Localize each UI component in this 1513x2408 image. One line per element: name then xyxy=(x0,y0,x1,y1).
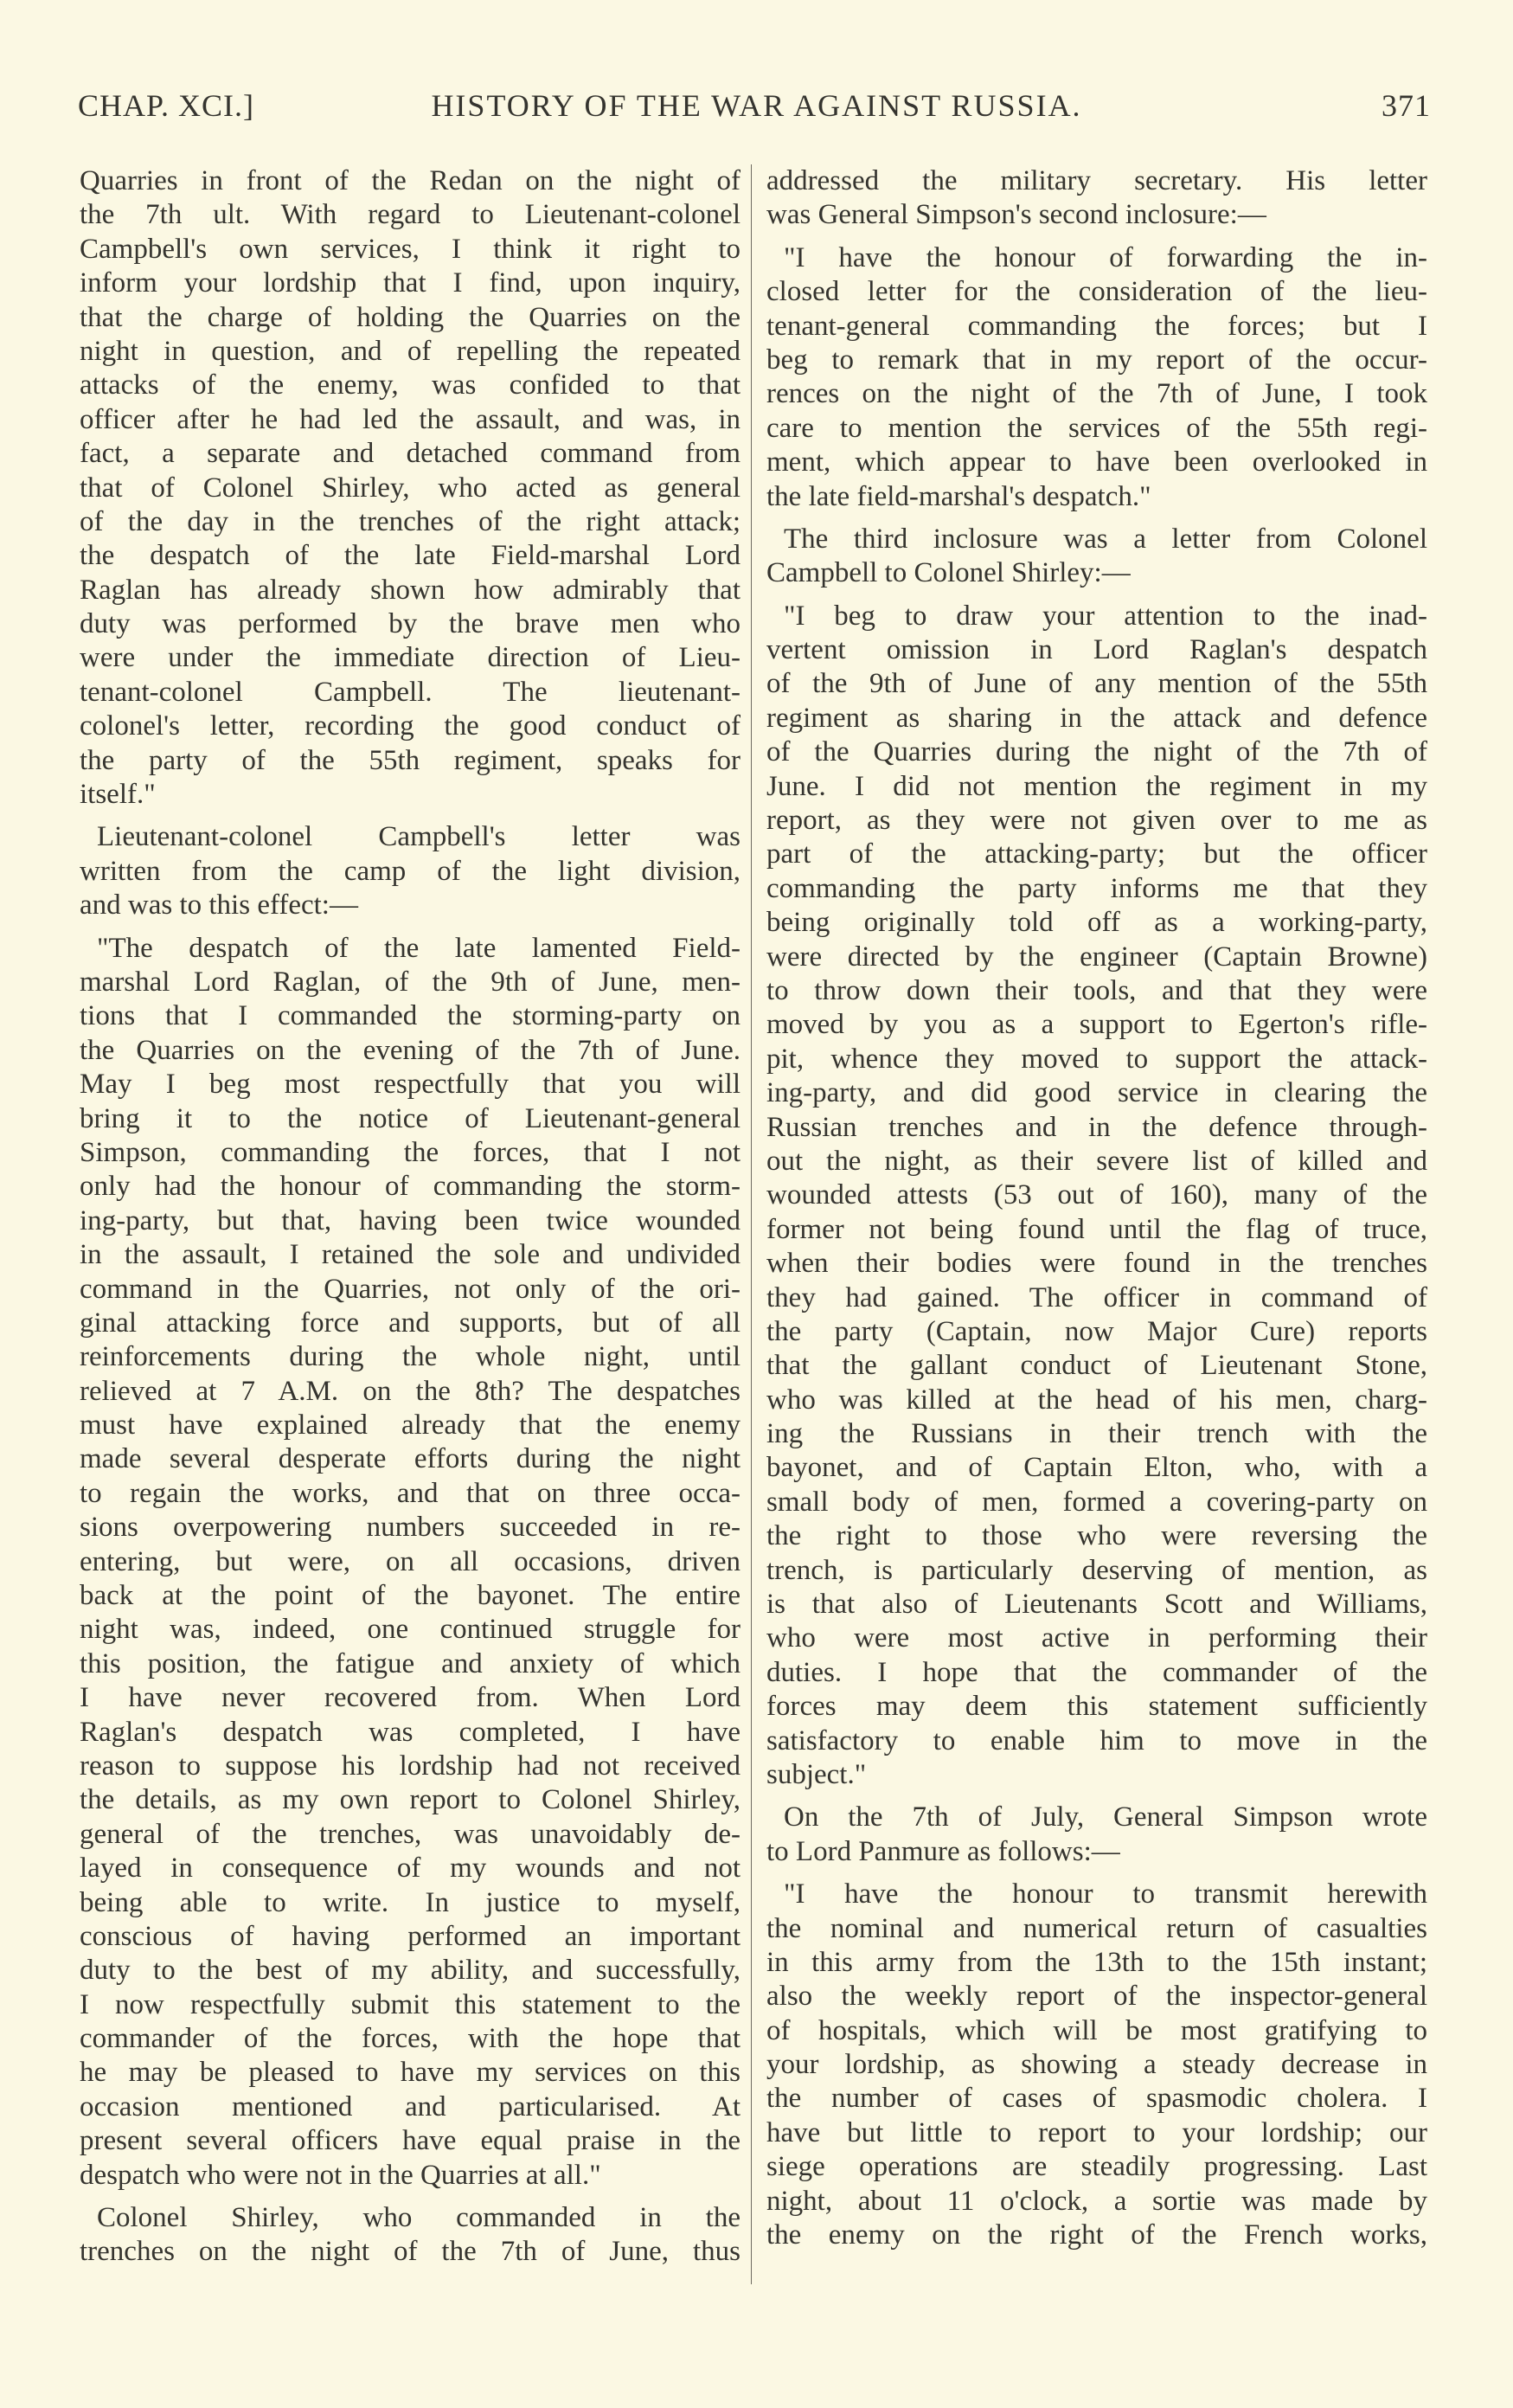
text-line: to Lord Panmure as follows:— xyxy=(766,1835,1120,1867)
text-line: the Quarries on the evening of the 7th of June. xyxy=(80,1034,740,1066)
text-line: the enemy on the right of the French works, xyxy=(766,2219,1427,2251)
text-line: back at the point of the bayonet. The entire xyxy=(80,1580,740,1612)
text-line: being able to write. In justice to myself, xyxy=(80,1886,740,1918)
text-line: were directed by the engineer (Captain Browne) xyxy=(766,941,1427,973)
paragraph xyxy=(80,932,740,2193)
text-line: "I have the honour to transmit herewith xyxy=(784,1878,1427,1910)
text-line: "The despatch of the late lamented Field- xyxy=(97,932,740,964)
text-line: commanding the party informs me that they xyxy=(766,872,1427,904)
text-line: reinforcements during the whole night, until xyxy=(80,1341,740,1373)
text-line: moved by you as a support to Egerton's rifle- xyxy=(766,1009,1427,1041)
text-line: Campbell's own services, I think it right to xyxy=(80,233,740,265)
text-line: night, about 11 o'clock, a sortie was made by xyxy=(766,2185,1427,2217)
text-line: also the weekly report of the inspector-general xyxy=(766,1981,1427,2013)
left-column xyxy=(80,164,740,2278)
text-line: entering, but were, on all occasions, driven xyxy=(80,1545,740,1577)
text-line: command in the Quarries, not only of the ori- xyxy=(80,1273,740,1305)
text-line: your lordship, as showing a steady decrease in xyxy=(766,2049,1427,2081)
text-line: "I have the honour of forwarding the in- xyxy=(784,241,1427,273)
text-line: Colonel Shirley, who commanded in the xyxy=(97,2202,740,2234)
text-line: Russian trenches and in the defence through- xyxy=(766,1111,1427,1143)
text-line: itself." xyxy=(80,779,156,811)
text-line: Raglan has already shown how admirably that xyxy=(80,574,740,606)
text-line: former not being found until the flag of truce, xyxy=(766,1213,1427,1245)
paragraph xyxy=(80,820,740,922)
text-line: ing-party, and did good service in clearing the xyxy=(766,1077,1427,1109)
paragraph xyxy=(766,1801,1427,1869)
text-line: bring it to the notice of Lieutenant-general xyxy=(80,1102,740,1134)
text-line: ment, which appear to have been overlooked in xyxy=(766,446,1427,478)
paragraph xyxy=(80,164,740,812)
text-line: written from the camp of the light division, xyxy=(80,855,740,887)
text-line: of the 9th of June of any mention of the 55th xyxy=(766,668,1427,700)
text-line: addressed the military secretary. His letter xyxy=(766,165,1427,196)
text-line: Simpson, commanding the forces, that I not xyxy=(80,1136,740,1168)
text-line: trench, is particularly deserving of mention, as xyxy=(766,1554,1427,1586)
text-line: duties. I hope that the commander of the xyxy=(766,1656,1427,1688)
column-divider xyxy=(751,164,752,2284)
text-line: Campbell to Colonel Shirley:— xyxy=(766,557,1131,589)
text-line: duty was performed by the brave men who xyxy=(80,608,740,640)
paragraph xyxy=(766,600,1427,1793)
text-line: tions that I commanded the storming-party on xyxy=(80,1000,740,1032)
text-line: layed in consequence of my wounds and not xyxy=(80,1853,740,1885)
text-line: despatch who were not in the Quarries at all." xyxy=(80,2159,601,2191)
text-line: of the Quarries during the night of the 7th of xyxy=(766,736,1427,768)
text-line: siege operations are steadily progressing. Last xyxy=(766,2151,1427,2183)
text-line: the right to those who were reversing the xyxy=(766,1520,1427,1552)
text-line: have but little to report to your lordship; our xyxy=(766,2116,1427,2148)
text-line: the party of the 55th regiment, speaks for xyxy=(80,744,740,776)
text-line: made several desperate efforts during the night xyxy=(80,1443,740,1475)
text-line: was General Simpson's second inclosure:— xyxy=(766,199,1266,231)
text-line: of the day in the trenches of the right attack; xyxy=(80,505,740,537)
text-line: colonel's letter, recording the good conduct of xyxy=(80,710,740,742)
text-line: satisfactory to enable him to move in the xyxy=(766,1724,1427,1756)
text-line: the late field-marshal's despatch." xyxy=(766,480,1151,512)
text-line: night in question, and of repelling the repeated xyxy=(80,335,740,367)
text-line: only had the honour of commanding the storm- xyxy=(80,1171,740,1203)
text-line: May I beg most respectfully that you will xyxy=(80,1069,740,1101)
text-line: they had gained. The officer in command of xyxy=(766,1281,1427,1313)
paragraph xyxy=(766,523,1427,591)
text-line: that the charge of holding the Quarries on the xyxy=(80,301,740,333)
text-line: commander of the forces, with the hope that xyxy=(80,2023,740,2055)
text-line: when their bodies were found in the trenches xyxy=(766,1248,1427,1280)
text-line: officer after he had led the assault, and was, in xyxy=(80,403,740,435)
text-line: The third inclosure was a letter from Colonel xyxy=(784,523,1427,555)
text-line: I have never recovered from. When Lord xyxy=(80,1682,740,1714)
text-line: tenant-colonel Campbell. The lieutenant- xyxy=(80,676,740,708)
text-line: ing the Russians in their trench with the xyxy=(766,1418,1427,1450)
paragraph xyxy=(766,164,1427,233)
text-line: and was to this effect:— xyxy=(80,889,358,921)
paragraph xyxy=(766,1878,1427,2252)
text-line: tenant-general commanding the forces; but I xyxy=(766,310,1427,342)
text-line: bayonet, and of Captain Elton, who, with a xyxy=(766,1452,1427,1484)
text-line: fact, a separate and detached command from xyxy=(80,438,740,470)
text-line: must have explained already that the enemy xyxy=(80,1409,740,1442)
text-line: forces may deem this statement sufficiently xyxy=(766,1691,1427,1723)
text-line: report, as they were not given over to me as xyxy=(766,805,1427,837)
text-line: beg to remark that in my report of the occur- xyxy=(766,344,1427,376)
text-line: out the night, as their severe list of killed and xyxy=(766,1145,1427,1177)
text-line: present several officers have equal praise in the xyxy=(80,2125,740,2157)
text-line: that the gallant conduct of Lieutenant Stone, xyxy=(766,1350,1427,1382)
text-line: Quarries in front of the Redan on the night of xyxy=(80,165,740,196)
text-line: the 7th ult. With regard to Lieutenant-colonel xyxy=(80,199,740,231)
text-line: part of the attacking-party; but the officer xyxy=(766,838,1427,870)
text-line: the party (Captain, now Major Cure) reports xyxy=(766,1315,1427,1347)
text-line: in this army from the 13th to the 15th instant; xyxy=(766,1946,1427,1978)
text-line: regiment as sharing in the attack and defence xyxy=(766,702,1427,734)
page-number: 371 xyxy=(1382,88,1431,123)
text-line: ing-party, but that, having been twice wounded xyxy=(80,1204,740,1236)
text-line: general of the trenches, was unavoidably de- xyxy=(80,1818,740,1850)
text-line: in the assault, I retained the sole and undivided xyxy=(80,1239,740,1271)
text-line: that of Colonel Shirley, who acted as general xyxy=(80,472,740,504)
text-line: to regain the works, and that on three occa- xyxy=(80,1477,740,1509)
text-line: "I beg to draw your attention to the inad- xyxy=(784,600,1427,632)
text-line: were under the immediate direction of Lieu- xyxy=(80,642,740,674)
text-line: night was, indeed, one continued struggle for xyxy=(80,1614,740,1646)
text-line: rences on the night of the 7th of June, I took xyxy=(766,378,1427,410)
text-line: who was killed at the head of his men, charg- xyxy=(766,1384,1427,1416)
text-line: On the 7th of July, General Simpson wrote xyxy=(784,1801,1427,1833)
text-line: conscious of having performed an important xyxy=(80,1920,740,1952)
text-line: he may be pleased to have my services on this xyxy=(80,2057,740,2089)
text-line: is that also of Lieutenants Scott and Williams, xyxy=(766,1589,1427,1621)
text-line: small body of men, formed a covering-party on xyxy=(766,1486,1427,1518)
text-line: to throw down their tools, and that they were xyxy=(766,974,1427,1006)
text-line: wounded attests (53 out of 160), many of the xyxy=(766,1179,1427,1211)
right-column xyxy=(766,164,1427,2261)
text-line: being originally told off as a working-party, xyxy=(766,907,1427,939)
text-line: duty to the best of my ability, and successfully, xyxy=(80,1955,740,1987)
text-line: reason to suppose his lordship had not received xyxy=(80,1750,740,1782)
text-line: the nominal and numerical return of casualties xyxy=(766,1912,1427,1944)
text-line: the number of cases of spasmodic cholera. I xyxy=(766,2083,1427,2115)
text-line: ginal attacking force and supports, but of all xyxy=(80,1307,740,1339)
text-line: trenches on the night of the 7th of June, thus xyxy=(80,2236,740,2268)
running-head-chapter: CHAP. XCI.] xyxy=(78,88,255,123)
text-line: sions overpowering numbers succeeded in re- xyxy=(80,1512,740,1544)
paragraph xyxy=(80,2201,740,2270)
text-line: inform your lordship that I find, upon inquiry, xyxy=(80,267,740,299)
text-line: who were most active in performing their xyxy=(766,1622,1427,1654)
text-line: the details, as my own report to Colonel Shirley, xyxy=(80,1784,740,1816)
text-line: of hospitals, which will be most gratifying to xyxy=(766,2014,1427,2046)
text-line: occasion mentioned and particularised. At xyxy=(80,2090,740,2122)
text-line: the despatch of the late Field-marshal Lord xyxy=(80,540,740,572)
text-line: marshal Lord Raglan, of the 9th of June, men- xyxy=(80,966,740,998)
text-line: closed letter for the consideration of the lieu- xyxy=(766,276,1427,308)
text-line: June. I did not mention the regiment in my xyxy=(766,770,1427,802)
running-head-title: HISTORY OF THE WAR AGAINST RUSSIA. xyxy=(431,88,1082,123)
text-line: Lieutenant-colonel Campbell's letter was xyxy=(97,821,740,853)
text-line: vertent omission in Lord Raglan's despatch xyxy=(766,634,1427,666)
text-line: Raglan's despatch was completed, I have xyxy=(80,1716,740,1748)
text-line: subject." xyxy=(766,1758,867,1790)
text-line: pit, whence they moved to support the attack- xyxy=(766,1043,1427,1075)
text-line: attacks of the enemy, was confided to that xyxy=(80,369,740,401)
text-line: care to mention the services of the 55th regi- xyxy=(766,412,1427,444)
text-line: relieved at 7 A.M. on the 8th? The despatches xyxy=(80,1375,740,1407)
text-line: I now respectfully submit this statement to the xyxy=(80,1988,740,2020)
text-line: this position, the fatigue and anxiety of which xyxy=(80,1647,740,1679)
paragraph xyxy=(766,241,1427,514)
